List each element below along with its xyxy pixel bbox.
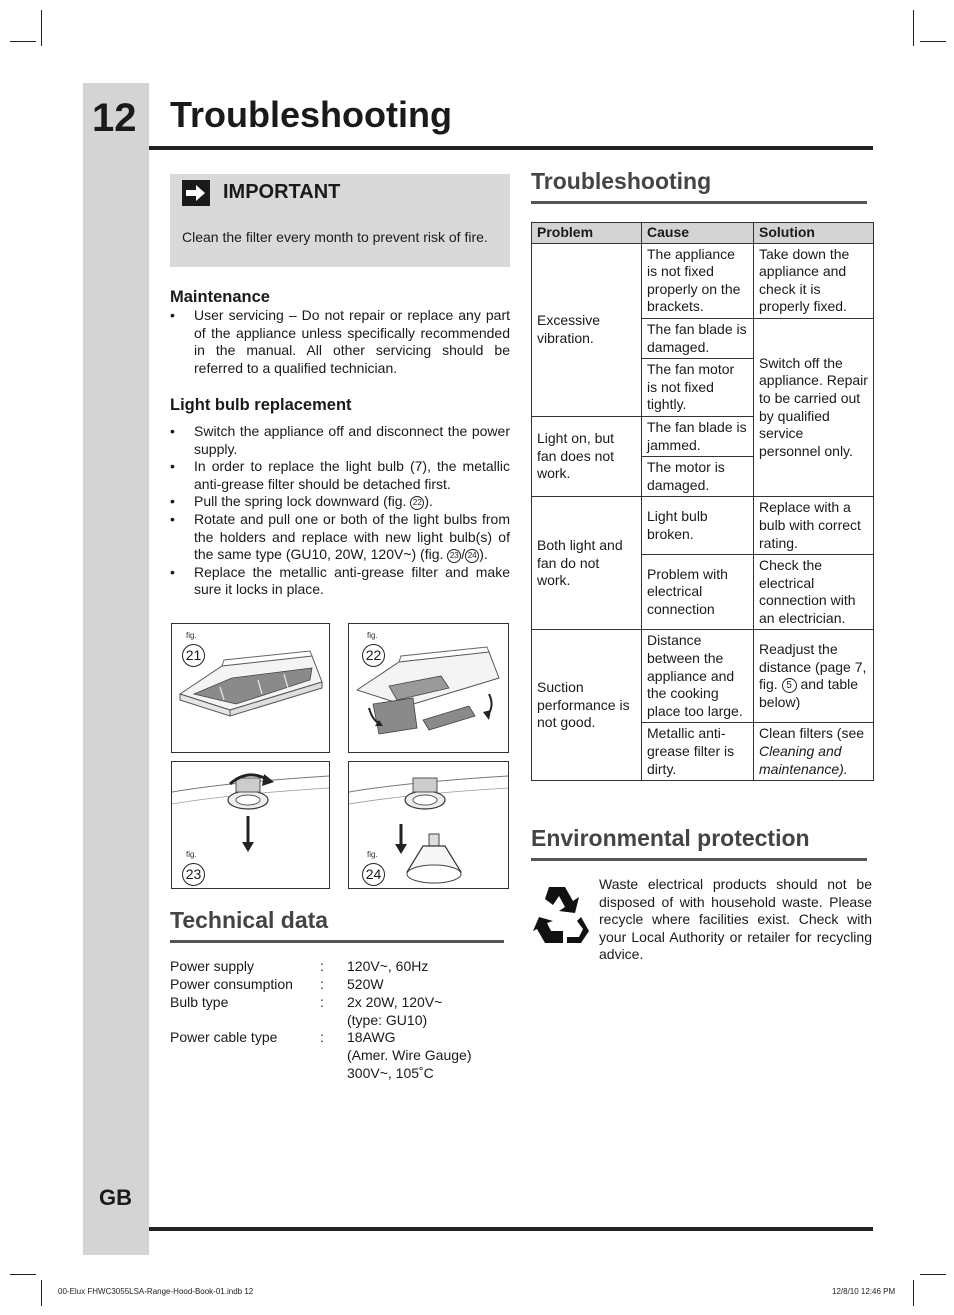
important-text: Clean the filter every month to prevent risk of fire. <box>182 229 488 245</box>
figure-24 <box>348 761 509 889</box>
maintenance-list <box>170 307 510 377</box>
cause-cell: The fan motor is not fixed tightly. <box>642 359 754 417</box>
cause-cell: The fan blade is jammed. <box>642 416 754 456</box>
solution-text: and table below) <box>759 676 859 711</box>
tech-value: 120V~, 60Hz <box>347 958 429 974</box>
header-solution: Solution <box>754 223 874 244</box>
figure-22 <box>348 623 509 753</box>
fig-ref-23: 23 <box>447 549 461 563</box>
tech-value: 18AWG <box>347 1029 396 1045</box>
tech-value: 2x 20W, 120V~ <box>347 994 443 1010</box>
fig-ref-5: 5 <box>782 678 797 693</box>
important-label: IMPORTANT <box>223 181 341 203</box>
list-item-text: Rotate and pull one or both of the light bulbs from the holders and replace with new light bulb(s) of the same type (GU10, 20W, 120V~) (fig. <box>194 510 510 563</box>
environmental-title: Environmental protection <box>531 825 810 851</box>
list-item <box>170 511 510 564</box>
solution-cell <box>754 630 874 723</box>
crop-mark <box>10 1274 36 1275</box>
list-item <box>170 493 510 511</box>
figure-21 <box>171 623 330 753</box>
tech-key: Power cable type <box>170 1029 278 1045</box>
fig-label: fig. <box>186 631 197 640</box>
list-item: • In order to replace the light bulb (7), the metallic anti-grease filter should be detached first. <box>170 458 510 493</box>
solution-cell: Switch off the appliance. Repair to be carried out by qualified service personnel only. <box>754 318 874 496</box>
list-item-text: / <box>461 546 466 563</box>
problem-cell: Excessive vibration. <box>532 243 642 416</box>
tech-key: Power consumption <box>170 976 293 992</box>
solution-cell <box>754 723 874 781</box>
troubleshooting-table <box>531 222 874 781</box>
important-box <box>170 174 510 267</box>
environmental-text: Waste electrical products should not be disposed of with household waste. Please recycle where facilities exist. Check with your Local Authority or retailer for recycling advice. <box>599 876 872 963</box>
footer-file: 00-Elux FHWC3055LSA-Range-Hood-Book-01.indb 12 <box>58 1287 254 1296</box>
solution-text: Readjust the distance (page 7, fig. <box>759 641 867 693</box>
tech-key: Power supply <box>170 958 255 974</box>
problem-cell: Light on, but fan does not work. <box>532 416 642 496</box>
footer-rule <box>149 1227 873 1231</box>
solution-reference: Cleaning and maintenance). <box>759 743 848 777</box>
fig-label: fig. <box>367 631 378 640</box>
table-row <box>532 497 874 555</box>
fig-number: 23 <box>182 863 205 886</box>
page-number: 12 <box>92 96 137 140</box>
list-item-text: ). <box>479 546 488 563</box>
tech-value: 520W <box>347 976 384 992</box>
tech-value: (Amer. Wire Gauge) <box>347 1047 472 1063</box>
crop-mark <box>41 1280 42 1306</box>
header-rule <box>149 146 873 150</box>
list-item-text: ). <box>424 493 433 510</box>
cause-cell: Problem with electrical connection <box>642 555 754 630</box>
list-item: • Switch the appliance off and disconnect the power supply. <box>170 423 510 458</box>
header-cause: Cause <box>642 223 754 244</box>
fig-number: 24 <box>362 863 385 886</box>
footer-timestamp: 12/8/10 12:46 PM <box>832 1287 896 1296</box>
tech-sep: : <box>320 958 324 974</box>
fig-label: fig. <box>367 850 378 859</box>
arrow-right-icon <box>182 180 210 206</box>
crop-mark <box>920 41 946 42</box>
page-sidebar <box>83 83 149 1255</box>
environmental-rule <box>531 858 867 861</box>
list-item-text: Pull the spring lock downward (fig. <box>194 493 411 510</box>
crop-mark <box>913 10 914 46</box>
tech-sep: : <box>320 1029 324 1045</box>
problem-cell: Both light and fan do not work. <box>532 497 642 630</box>
maintenance-heading: Maintenance <box>170 288 270 306</box>
troubleshooting-rule <box>531 201 867 204</box>
cause-cell: The fan blade is damaged. <box>642 318 754 358</box>
header-problem: Problem <box>532 223 642 244</box>
cause-cell: The appliance is not fixed properly on the brackets. <box>642 243 754 318</box>
fig-number: 21 <box>182 644 205 667</box>
recycle-icon <box>531 883 593 945</box>
problem-cell: Suction performance is not good. <box>532 630 642 781</box>
page-title: Troubleshooting <box>170 94 452 135</box>
language-tag: GB <box>99 1185 132 1210</box>
technical-data-title: Technical data <box>170 907 329 933</box>
light-bulb-heading: Light bulb replacement <box>170 396 352 414</box>
tech-key: Bulb type <box>170 994 229 1010</box>
fig-label: fig. <box>186 850 197 859</box>
crop-mark <box>41 10 42 46</box>
table-row <box>532 243 874 318</box>
figure-23 <box>171 761 330 889</box>
list-item: • User servicing – Do not repair or replace any part of the appliance unless specifically recommended in the manual. All other servicing should be referred to a qualified technician. <box>170 307 510 377</box>
list-item: • Replace the metallic anti-grease filter and make sure it locks in place. <box>170 564 510 599</box>
cause-cell: The motor is damaged. <box>642 457 754 497</box>
technical-data-rule <box>170 940 504 943</box>
crop-mark <box>913 1280 914 1306</box>
crop-mark <box>920 1274 946 1275</box>
table-header-row <box>532 223 874 244</box>
fig-ref-22: 22 <box>410 496 424 510</box>
light-bulb-list <box>170 423 510 599</box>
crop-mark <box>10 41 36 42</box>
tech-sep: : <box>320 994 324 1010</box>
tech-value: (type: GU10) <box>347 1012 428 1028</box>
tech-sep: : <box>320 976 324 992</box>
solution-cell: Take down the appliance and check it is properly fixed. <box>754 243 874 318</box>
troubleshooting-title: Troubleshooting <box>531 168 712 194</box>
cause-cell: Light bulb broken. <box>642 497 754 555</box>
solution-text: Clean filters (see <box>759 725 865 742</box>
cause-cell: Metallic anti-grease filter is dirty. <box>642 723 754 781</box>
fig-ref-24: 24 <box>465 549 479 563</box>
table-row <box>532 630 874 723</box>
cause-cell: Distance between the appliance and the cooking place too large. <box>642 630 754 723</box>
solution-cell: Check the electrical connection with an electrician. <box>754 555 874 630</box>
fig-number: 22 <box>362 644 385 667</box>
solution-cell: Replace with a bulb with correct rating. <box>754 497 874 555</box>
tech-value: 300V~, 105˚C <box>347 1065 434 1081</box>
